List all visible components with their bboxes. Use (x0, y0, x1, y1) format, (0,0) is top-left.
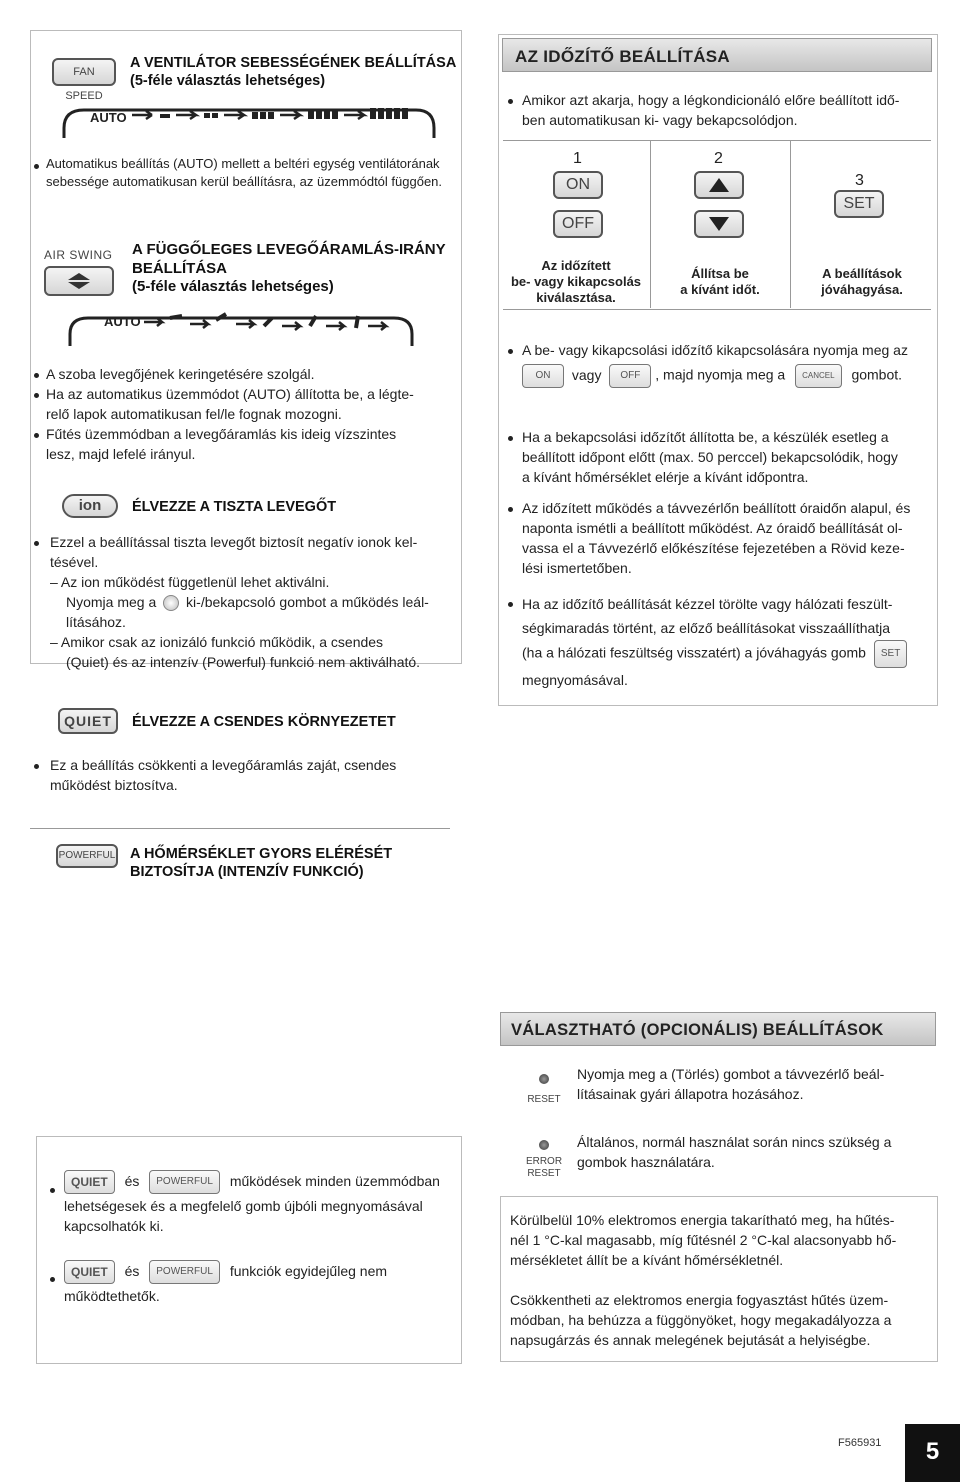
ion-title: ÉLVEZZE A TISZTA LEVEGŐT (132, 499, 337, 515)
ion-detail-1: – Az ion működést függetlenül lehet aktiválni. Nyomja meg a ki-/bekapcsoló gombot a működés leál- lításához. (50, 574, 429, 630)
reset-note: Nyomja meg a (Törlés) gombot a távvezérlő beál- lításainak gyári állapotra hozásához. (577, 1066, 885, 1102)
energy-tip-2: Csökkentheti az elektromos energia fogyasztást hűtés üzem- módban, ha behúzza a függönyöket, hogy megakadályozza a napsugárzás és annak melegének bejutását a helyiségbe. (510, 1292, 892, 1348)
quiet-title: ÉLVEZZE A CSENDES KÖRNYEZETET (132, 714, 396, 730)
timer-note-2: Ha a bekapcsolási időzítőt állította be, a készülék esetleg a beállított időpont előtt (max. 50 perccel) bekapcsolódik, hogy a kívánt hőmérséklet elérje a kívánt időpontra. (522, 429, 898, 485)
set-button-image: SET (834, 190, 884, 218)
air-swing-title: A FÜGGŐLEGES LEVEGŐÁRAMLÁS-IRÁNY BEÁLLÍTÁSA (5-féle választás lehetséges) (132, 241, 446, 295)
fan-speed-title: A VENTILÁTOR SEBESSÉGÉNEK BEÁLLÍTÁSA (5-féle választás lehetséges) (130, 55, 457, 89)
timer-note-3: Az időzített működés a távvezérlőn beállított óraidőn alapul, és naponta ismétli a beállított működést. Az óraidő beállítását ol- vassa el a Távvezérlő előkészítése fejezetében a Rövid keze- lési ismertetőben. (522, 500, 911, 576)
combination-note-2: QUIET és POWERFUL funkciók egyidejűleg nem működtethetők. (64, 1260, 454, 1306)
bullet (34, 393, 39, 398)
bullet (34, 433, 39, 438)
step-1-number: 1 (573, 150, 582, 167)
bullet (34, 373, 39, 378)
on-button-image: ON (553, 171, 603, 199)
timer-note-4: Ha az időzítő beállítását kézzel törölte vagy hálózati feszült- ségkimaradás történt, az előző beállításokat visszaállíthatja (ha a hálózati feszültség visszatért) a jóváhagyás gomb SET megnyomásával. (522, 592, 932, 692)
step-2-caption: Állítsa be a kívánt időt. (680, 266, 760, 297)
divider (650, 140, 651, 308)
bullet (50, 1277, 55, 1282)
swing-auto-label: AUTO (104, 314, 141, 329)
quiet-button-image: QUIET (58, 708, 118, 734)
powerful-button-image: POWERFUL (56, 844, 118, 868)
step-1-caption: Az időzített be- vagy kikapcsolás kiválasztása. (510, 258, 642, 305)
bullet (508, 436, 513, 441)
fan-speed-button-image: FAN SPEED (52, 58, 116, 86)
step-3-number: 3 (855, 172, 864, 189)
energy-tip-1: Körülbelül 10% elektromos energia takarítható meg, ha hűtés- nél 1 °C-kal magasabb, míg fűtésnél 2 °C-kal alacsonyabb hő- mérsékletet állít be a kívánt hőmérsékletnél. (510, 1212, 897, 1268)
bullet (34, 164, 39, 169)
bullet (50, 1188, 55, 1193)
optional-settings-header: VÁLASZTHATÓ (OPCIONÁLIS) BEÁLLÍTÁSOK (500, 1012, 936, 1046)
reset-dot-icon (539, 1074, 549, 1084)
powerful-title: A HŐMÉRSÉKLET GYORS ELÉRÉSÉT BIZTOSÍTJA (INTENZÍV FUNKCIÓ) (130, 846, 393, 880)
ion-button-image: ion (62, 494, 118, 518)
step-3-caption: A beállítások jóváhagyása. (821, 266, 903, 297)
timer-cancel-note: A be- vagy kikapcsolási időzítő kikapcsolására nyomja meg az ON vagy OFF , majd nyomja meg a CANCEL gombot. (522, 340, 932, 388)
set-inline-icon: SET (874, 640, 907, 668)
powerful-inline-icon: POWERFUL (149, 1260, 220, 1284)
quiet-note: Ez a beállítás csökkenti a levegőáramlás zaját, csendes működést biztosítva. (50, 757, 397, 793)
fan-auto-label: AUTO (90, 110, 127, 125)
error-reset-note: Általános, normál használat során nincs szükség a gombok használatára. (577, 1134, 892, 1170)
bullet (508, 349, 513, 354)
ion-note: Ezzel a beállítással tiszta levegőt biztosít negatív ionok kel- tésével. (50, 534, 418, 570)
ion-power-icon (163, 595, 179, 611)
fan-speed-sequence-diagram (60, 98, 440, 144)
off-button-image: OFF (553, 210, 603, 238)
powerful-inline-icon: POWERFUL (149, 1170, 220, 1194)
reset-button-image: RESET (524, 1074, 564, 1105)
up-button-image (694, 171, 744, 199)
combination-note-1: QUIET és POWERFUL működések minden üzemmódban lehetségesek és a megfelelő gomb újbóli megnyomásával kapcsolhatók ki. (64, 1170, 454, 1236)
triangle-down-icon (696, 212, 742, 236)
page-number: 5 (905, 1424, 960, 1482)
air-swing-sequence-diagram (66, 304, 416, 350)
error-reset-button-image: ERROR RESET (524, 1140, 564, 1180)
bullet (508, 602, 513, 607)
swing-note-2: Ha az automatikus üzemmódot (AUTO) állította be, a légte- relő lapok automatikusan fel/le fognak mozogni. (46, 386, 414, 422)
bullet (508, 99, 513, 104)
triangle-up-icon (696, 173, 742, 197)
air-swing-button-image: AIR SWING (44, 248, 116, 300)
swing-note-3: Fűtés üzemmódban a levegőáramlás kis ideig vízszintes lesz, majd lefelé irányul. (46, 426, 397, 462)
step-2-number: 2 (714, 150, 723, 167)
off-inline-icon: OFF (609, 364, 651, 388)
bullet (34, 764, 39, 769)
ion-detail-2: – Amikor csak az ionizáló funkció működik, a csendes (Quiet) és az intenzív (Powerful) funkció nem aktiválható. (50, 634, 421, 670)
error-reset-dot-icon (539, 1140, 549, 1150)
down-button-image (694, 210, 744, 238)
swing-note-1: A szoba levegőjének keringetésére szolgál. (46, 366, 315, 382)
quiet-inline-icon: QUIET (64, 1260, 115, 1284)
timer-header: AZ IDŐZÍTŐ BEÁLLÍTÁSA (502, 38, 932, 72)
bullet (508, 507, 513, 512)
divider (30, 828, 450, 829)
up-down-arrow-icon (46, 268, 112, 294)
fan-auto-note: Automatikus beállítás (AUTO) mellett a beltéri egység ventilátorának sebessége automatikusan kerül beállításra, az üzemmódtól függően. (46, 156, 443, 189)
divider (790, 140, 791, 308)
document-code: F565931 (838, 1437, 882, 1449)
timer-intro: Amikor azt akarja, hogy a légkondicionáló előre beállított idő- ben automatikusan ki- vagy bekapcsolódjon. (522, 92, 900, 128)
cancel-inline-icon: CANCEL (795, 364, 841, 388)
on-inline-icon: ON (522, 364, 564, 388)
bullet (34, 541, 39, 546)
quiet-inline-icon: QUIET (64, 1170, 115, 1194)
